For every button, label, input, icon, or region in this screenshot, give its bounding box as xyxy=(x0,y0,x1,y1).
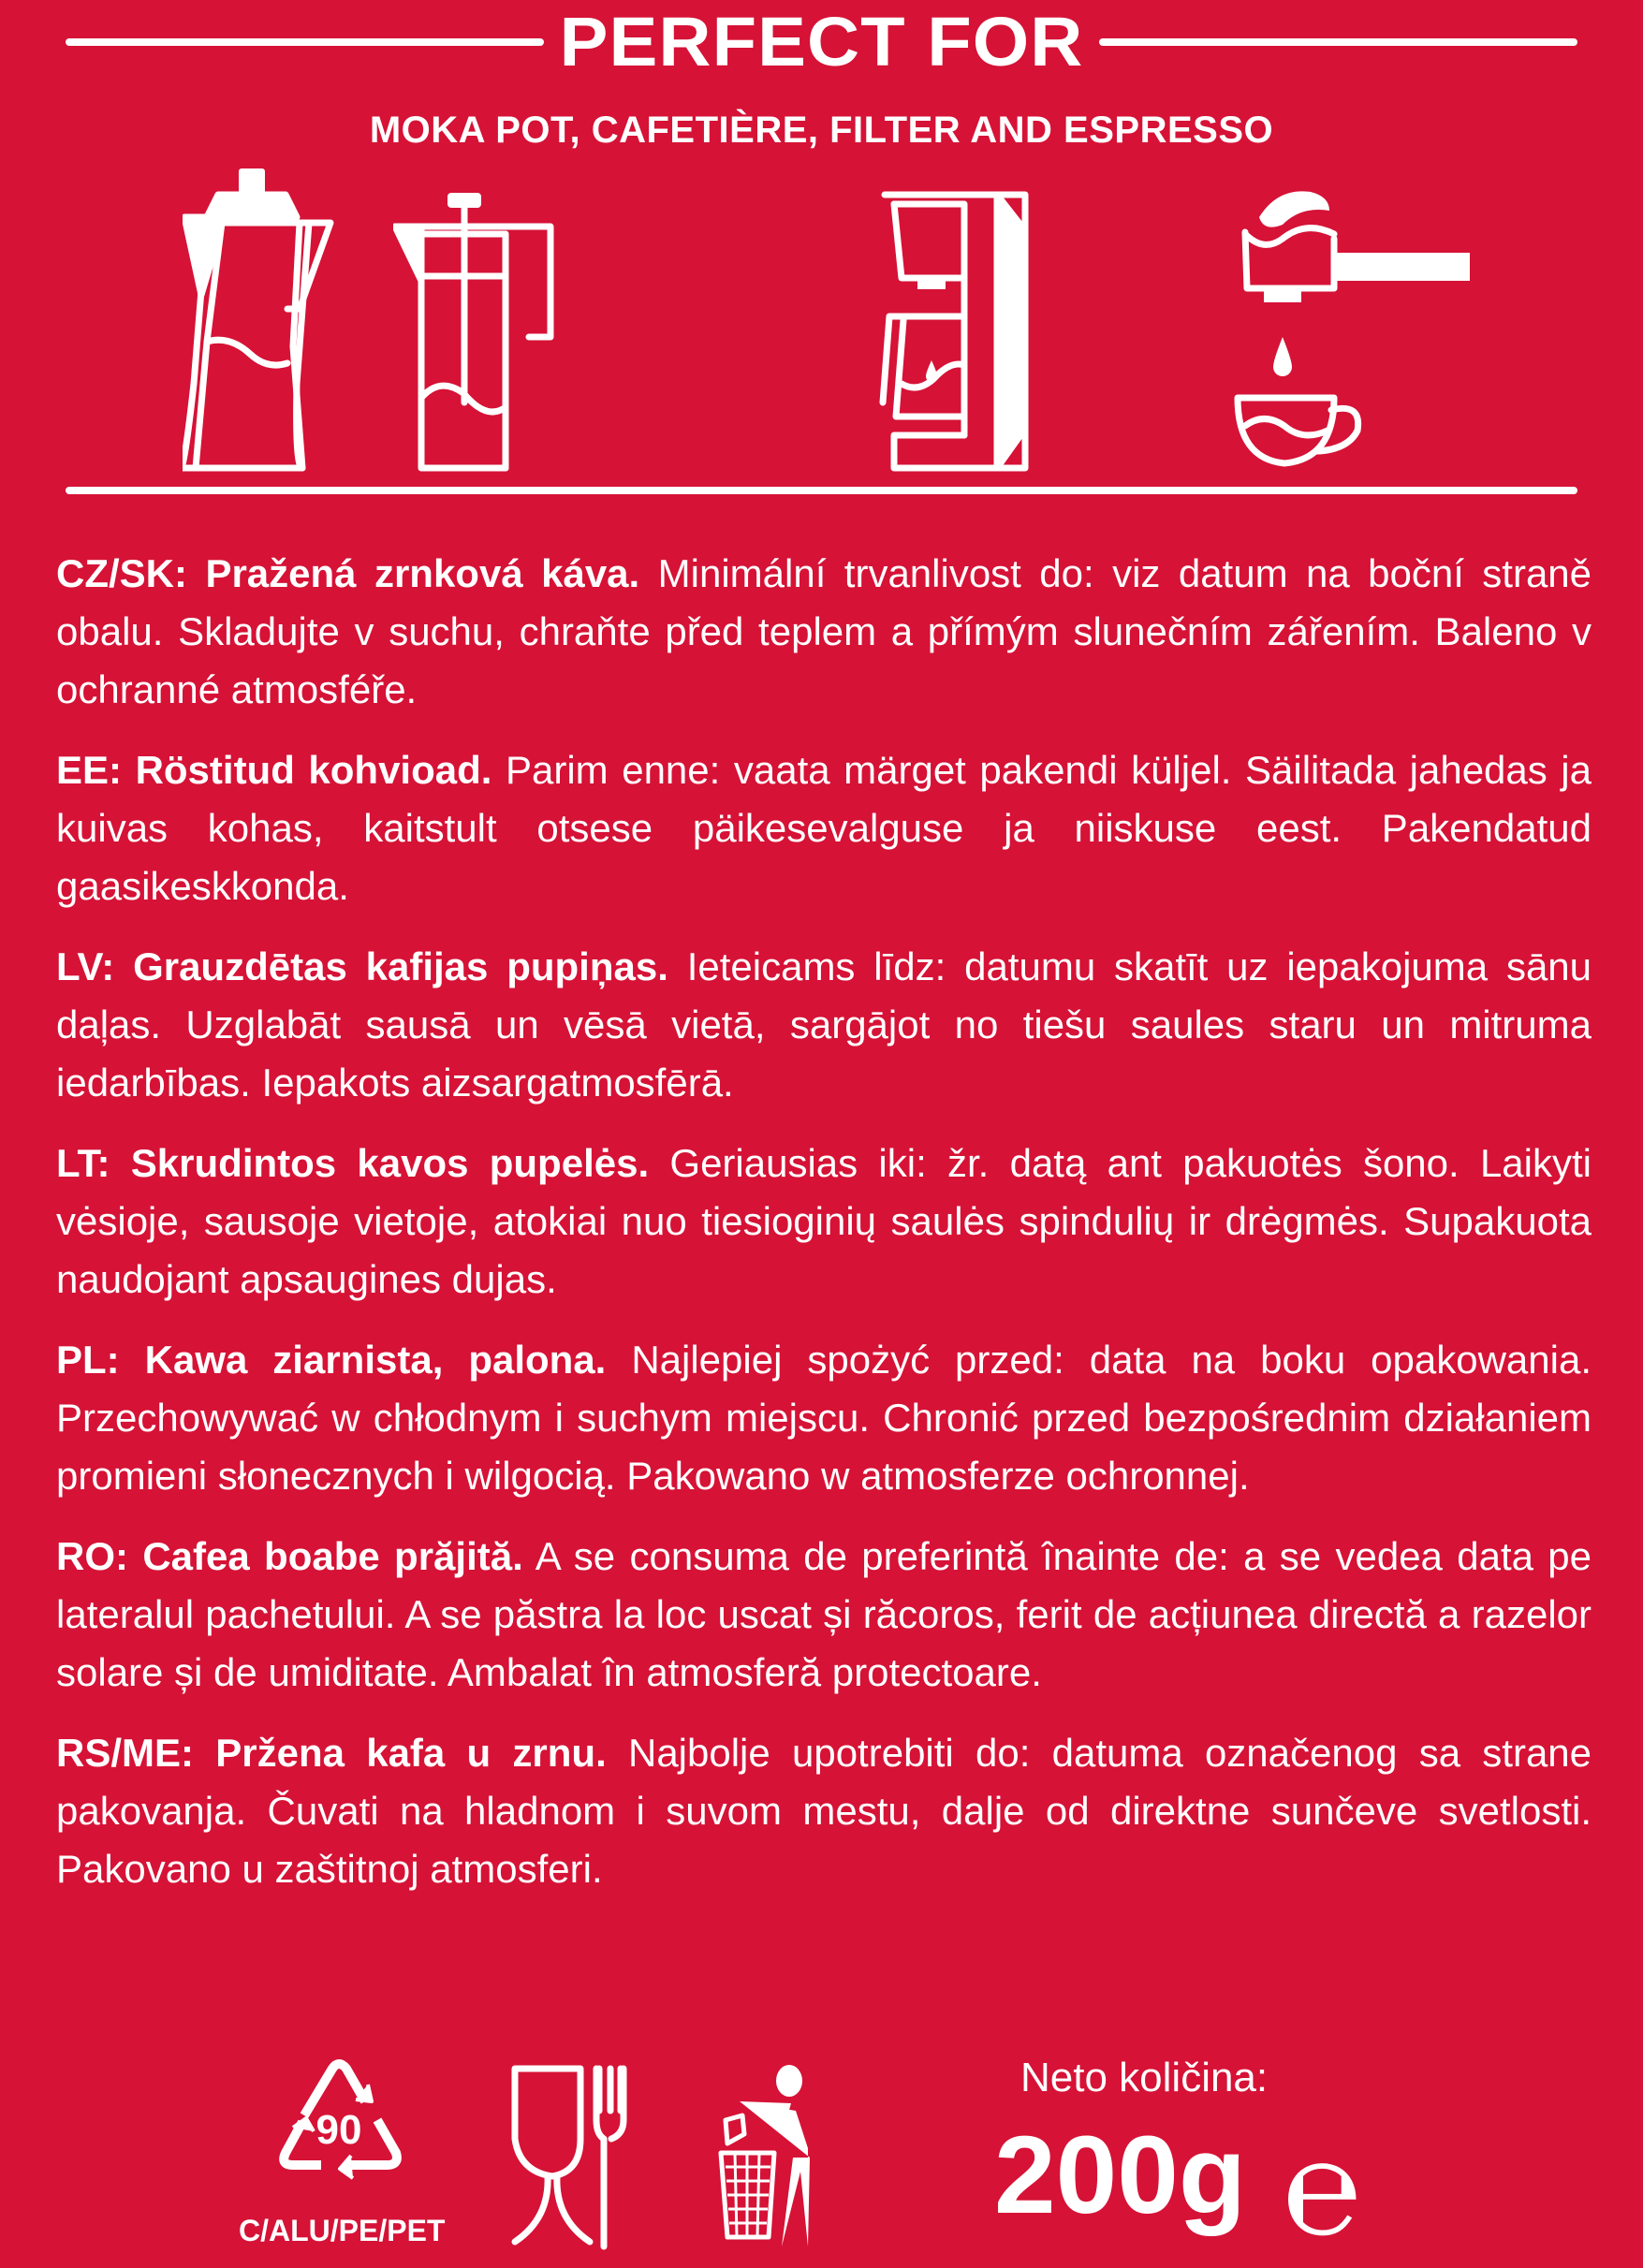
french-press-icon xyxy=(393,168,562,477)
instructions-text: Najbolje upotrebiti do: datuma označenog sa strane pakovanja. Čuvati na hladnom i suvom mestu, dalje od direktne sunčeve svetlosti. Pakovano u zaštitnoj atmosferi. xyxy=(56,1731,1592,1891)
paragraph-cz-sk xyxy=(56,545,1592,719)
food-safe-glass-fork-icon xyxy=(510,2064,651,2251)
product-name: Röstitud kohvioad. xyxy=(135,748,492,792)
svg-text:90: 90 xyxy=(315,2107,362,2153)
paragraph-ee xyxy=(56,741,1592,915)
lang-code: RO: xyxy=(56,1534,128,1578)
paragraph-lt xyxy=(56,1134,1592,1309)
recycling-triangle-icon xyxy=(276,2055,403,2204)
paragraph-ro xyxy=(56,1528,1592,1702)
moka-pot-icon xyxy=(183,168,342,477)
paragraph-rs-me xyxy=(56,1724,1592,1898)
instructions-text: Najlepiej spożyć przed: data na boku opakowania. Przechowywać w chłodnym i suchym miejscu. Chronić przed bezpośrednim działaniem promieni słonecznych i wilgocią. Pakowano w atmosferze ochronnej. xyxy=(56,1338,1592,1498)
product-name: Cafea boabe prăjită. xyxy=(142,1534,523,1578)
lang-code: CZ/SK: xyxy=(56,551,187,595)
paragraph-lv xyxy=(56,938,1592,1112)
net-quantity-label: Neto količina: xyxy=(1020,2055,1269,2100)
product-name: Skrudintos kavos pupelės. xyxy=(130,1141,650,1185)
instructions-text: A se consuma de preferintă înainte de: a se vedea data pe lateralul pachetului. A se păstra la loc uscat și răcoros, ferit de acțiunea directă a razelor solare și de umiditate. Ambalat în atmosferă protectoare. xyxy=(56,1534,1592,1694)
storage-instructions xyxy=(56,545,1592,1921)
lang-code: EE: xyxy=(56,748,123,792)
espresso-icon xyxy=(1226,168,1470,477)
product-name: Grauzdētas kafijas pupiņas. xyxy=(133,944,668,988)
paragraph-pl xyxy=(56,1331,1592,1505)
section-divider xyxy=(66,487,1577,494)
instructions-text: Parim enne: vaata märget pakendi küljel. Säilitada jahedas ja kuivas kohas, kaitstult otsese päikesevalguse ja niiskuse eest. Pakendatud gaasikeskkonda. xyxy=(56,748,1592,908)
lang-code: RS/ME: xyxy=(56,1731,194,1775)
product-name: Pražená zrnková káva. xyxy=(205,551,640,595)
header xyxy=(66,0,1577,84)
tidy-man-bin-icon xyxy=(716,2064,819,2251)
filter-machine-icon xyxy=(875,168,1039,477)
product-name: Kawa ziarnista, palona. xyxy=(144,1338,607,1382)
lang-code: LT: xyxy=(56,1141,110,1185)
instructions-text: Ieteicams līdz: datumu skatīt uz iepakojuma sānu daļas. Uzglabāt sausā un vēsā vietā, sargājot no tiešu saules staru un mitruma iedarbības. Iepakots aizsargatmosfērā. xyxy=(56,944,1592,1105)
recycling-material-label: C/ALU/PE/PET xyxy=(239,2214,446,2247)
lang-code: PL: xyxy=(56,1338,120,1382)
instructions-text: Geriausias iki: žr. datą ant pakuotės šono. Laikyti vėsioje, sausoje vietoje, atokiai nuo tiesioginių saulės spindulių ir drėgmės. Supakuota naudojant apsaugines dujas. xyxy=(56,1141,1592,1301)
net-quantity-value: 200g xyxy=(994,2114,1246,2237)
lang-code: LV: xyxy=(56,944,115,988)
estimated-sign-icon: ℮ xyxy=(1283,2117,1362,2262)
header-rule-right xyxy=(1099,38,1577,46)
brew-methods-subtitle: MOKA POT, CAFETIÈRE, FILTER AND ESPRESSO xyxy=(369,110,1274,151)
instructions-text: Minimální trvanlivost do: viz datum na boční straně obalu. Skladujte v suchu, chraňte před teplem a přímým slunečním zářením. Baleno v ochranné atmosféře. xyxy=(56,551,1592,711)
header-rule-left xyxy=(66,38,544,46)
brew-method-icons xyxy=(0,168,1643,477)
perfect-for-title: PERFECT FOR xyxy=(559,3,1084,80)
product-name: Pržena kafa u zrnu. xyxy=(215,1731,607,1775)
